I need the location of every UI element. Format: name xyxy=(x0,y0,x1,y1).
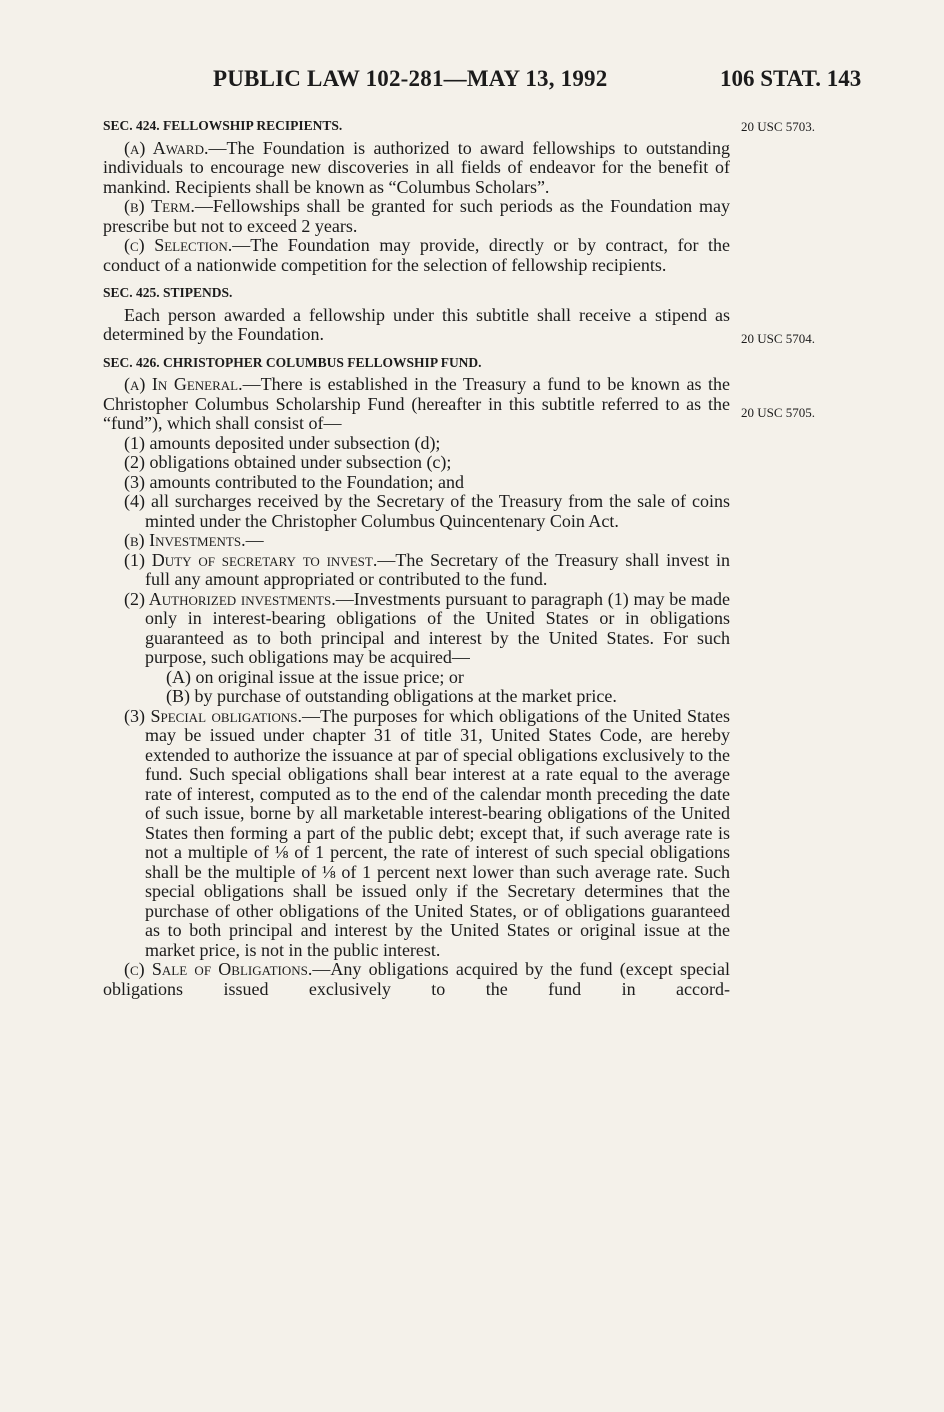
section-426-a-text: —There is established in the Treasury a fund to be known as the Christopher Columbus Scholarship Fund (hereafter in this subtitle referred to as the “fund”), which shall consist of— xyxy=(103,374,730,433)
section-426-b1 xyxy=(124,551,730,590)
section-424-b xyxy=(103,197,730,236)
section-424-heading: SEC. 424. FELLOWSHIP RECIPIENTS. xyxy=(103,118,343,133)
section-426-b3 xyxy=(124,707,730,961)
section-426-c-text: —Any obligations acquired by the fund (except special obligations issued exclusively to the fund in accord- xyxy=(103,959,730,999)
list-item: (3) amounts contributed to the Foundation; and xyxy=(124,471,464,492)
section-426-b xyxy=(103,531,730,551)
list-item: (4) all surcharges received by the Secretary of the Treasury from the sale of coins minted under the Christopher Columbus Quincentenary Coin Act. xyxy=(124,491,730,531)
main-text-column xyxy=(103,116,730,999)
section-426-b-label: (b) Investments. xyxy=(124,530,246,550)
section-426-a xyxy=(103,375,730,434)
section-425-text: Each person awarded a fellowship under this subtitle shall receive a stipend as determined by the Foundation. xyxy=(103,304,730,344)
section-424-c xyxy=(103,236,730,275)
section-426-b2-text: —Investments pursuant to paragraph (1) may be made only in interest-bearing obligations of the United States or in obligations guaranteed as to both principal and interest by the United States. For such purpose, such obligations may be acquired— xyxy=(145,588,730,667)
list-item: (2) obligations obtained under subsection (c); xyxy=(124,452,452,472)
page-number: 106 STAT. 143 xyxy=(720,66,862,91)
section-426-c xyxy=(103,960,730,999)
section-426-a-label: (a) In General. xyxy=(124,374,243,394)
page-header xyxy=(0,66,944,96)
section-426-b3-label: (3) Special obligations. xyxy=(124,705,302,726)
section-424-b-label: (b) Term. xyxy=(124,196,195,216)
section-424-a-text: —The Foundation is authorized to award fellowships to outstanding individuals to encourage new discoveries in all fields of endeavor for the benefit of mankind. Recipients shall be known as “Columbus Scholars”. xyxy=(103,137,730,197)
section-426-b1-text: —The Secretary of the Treasury shall invest in full any amount appropriated or contributed to the fund. xyxy=(145,549,730,589)
section-426-b2-label: (2) Authorized investments. xyxy=(124,588,336,609)
section-426-b1-label: (1) Duty of secretary to invest. xyxy=(124,549,378,570)
margin-note-sec425: 20 USC 5704. xyxy=(741,331,816,346)
section-424-b-text: —Fellowships shall be granted for such periods as the Foundation may prescribe but not to exceed 2 years. xyxy=(103,196,730,236)
section-424-c-label: (c) Selection. xyxy=(124,235,233,255)
section-426-b2 xyxy=(124,590,730,668)
list-item: (B) by purchase of outstanding obligations at the market price. xyxy=(166,686,617,706)
section-424-c-text: —The Foundation may provide, directly or by contract, for the conduct of a nationwide competition for the selection of fellowship recipients. xyxy=(103,235,731,275)
section-424-a-label: (a) Award. xyxy=(124,137,209,158)
section-426-c-label: (c) Sale of Obligations. xyxy=(124,959,313,979)
margin-note-sec424: 20 USC 5703. xyxy=(741,119,816,134)
section-425-heading: SEC. 425. STIPENDS. xyxy=(103,285,233,300)
section-426-b-dash: — xyxy=(245,530,264,550)
running-title: PUBLIC LAW 102-281—MAY 13, 1992 xyxy=(213,66,608,91)
section-426-heading: SEC. 426. CHRISTOPHER COLUMBUS FELLOWSHIP FUND. xyxy=(103,354,482,370)
list-item: (A) on original issue at the issue price; or xyxy=(166,666,464,687)
section-426-b3-text: —The purposes for which obligations of the United States may be issued under chapter 31 of title 31, United States Code, are hereby extended to authorize the issuance at par of special obligations exclusively to the fund. Such special obligations shall bear interest at a rate equal to the average rate of interest, computed as to the end of the calendar month preceding the date of such issue, borne by all marketable interest-bearing obligations of the United States then forming a part of the public debt; except that, if such average rate is not a multiple of ⅛ of 1 percent, the rate of interest of such special obligations shall be the multiple of ⅛ of 1 percent next lower than such average rate. Such special obligations shall be issued only if the Secretary determines that the purchase of other obligations of the United States, or of obligations guaranteed as to both principal and interest by the United States or original issue at the market price, is not in the public interest. xyxy=(145,705,730,960)
list-item: (1) amounts deposited under subsection (d); xyxy=(124,432,441,453)
section-424-a xyxy=(103,139,730,198)
margin-note-sec426: 20 USC 5705. xyxy=(741,405,816,420)
